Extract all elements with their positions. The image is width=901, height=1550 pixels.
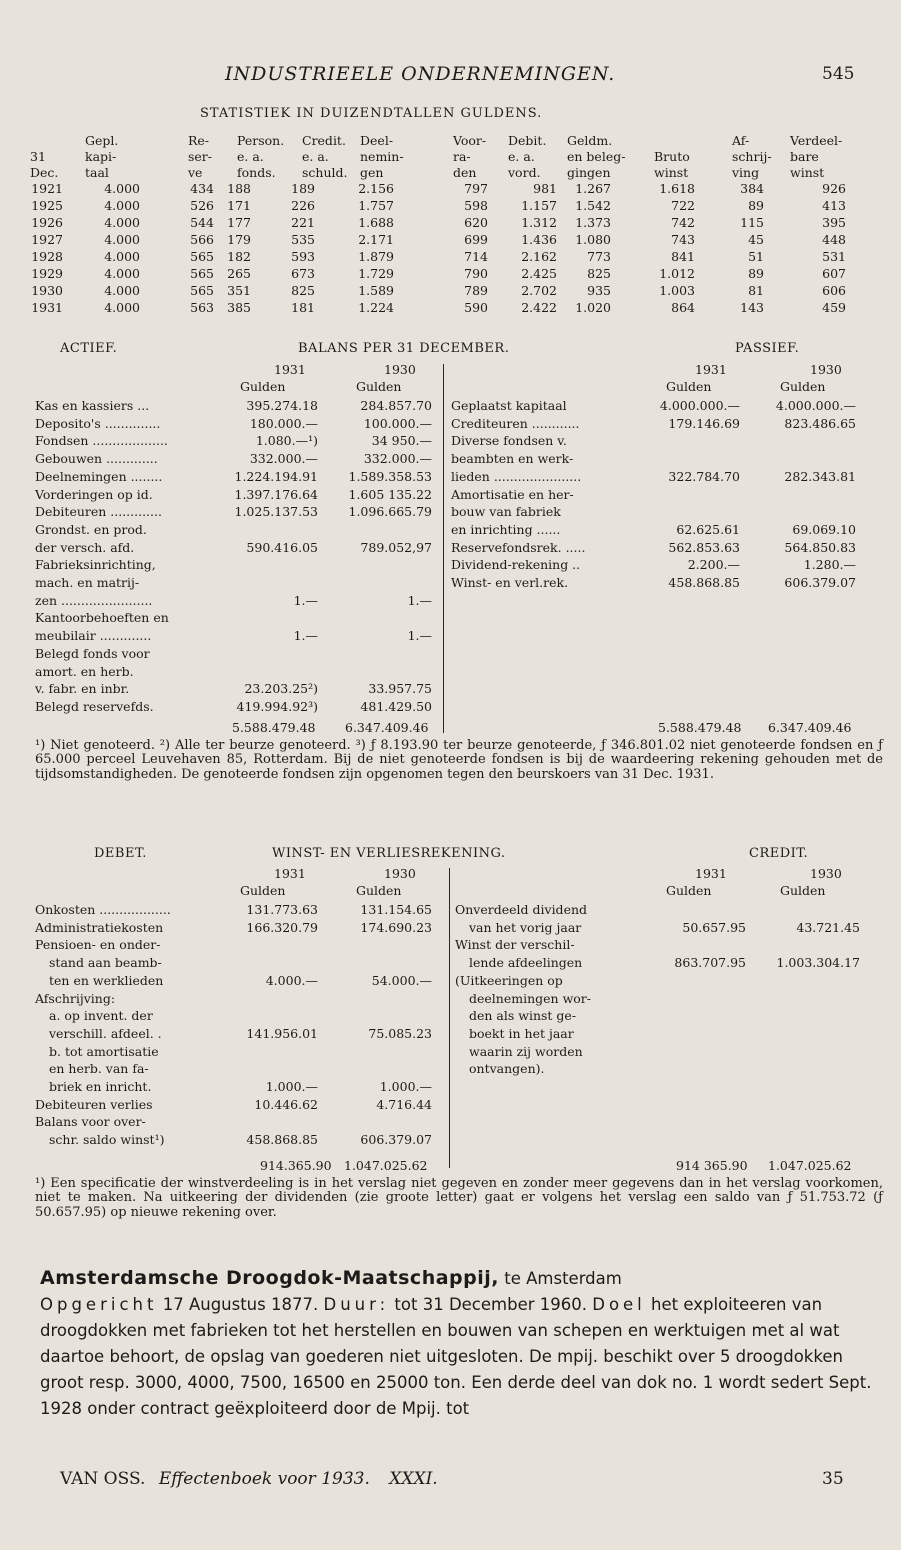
stat-cell: 1925 — [31, 198, 63, 213]
balans-year-1931-right: 1931 — [695, 362, 727, 377]
stat-cell: 1928 — [31, 249, 63, 264]
balans-passief-1930: 564.850.83 — [784, 539, 856, 555]
balans-currency-1931-right: Gulden — [666, 379, 712, 394]
stat-cell: 45 — [748, 232, 764, 247]
stat-cell: 143 — [740, 300, 764, 315]
stat-header-6-2: den — [453, 165, 477, 180]
stat-cell: 221 — [291, 215, 315, 230]
stat-cell: 563 — [190, 300, 214, 315]
winst-debet-1931: 1.000.— — [265, 1079, 318, 1094]
stat-header-4-1: e. a. — [302, 149, 329, 164]
stat-cell: 89 — [748, 266, 764, 281]
balans-passief-label: Diverse fondsen v. — [451, 433, 567, 449]
stat-cell: 620 — [464, 215, 488, 230]
stat-cell: 1929 — [31, 266, 63, 281]
stat-cell: 825 — [587, 266, 611, 281]
winst-debet-1930: 75.085.23 — [368, 1025, 432, 1041]
stat-cell: 607 — [822, 266, 846, 281]
stat-cell: 448 — [822, 232, 846, 247]
winst-debet-1931: 131.773.63 — [246, 902, 318, 917]
winst-debet-1931: 141.956.01 — [246, 1025, 318, 1041]
balans-actief-label: Deelnemingen ........ — [35, 468, 163, 484]
stat-cell: 1.312 — [521, 215, 557, 230]
balans-passief-1930: 69.069.10 — [792, 521, 856, 537]
stat-cell: 1.373 — [575, 215, 611, 230]
balans-passief-label: Geplaatst kapitaal — [451, 398, 567, 413]
stat-cell: 1926 — [31, 215, 63, 230]
stat-cell: 2.156 — [358, 181, 394, 196]
stat-header-10-2: ving — [732, 165, 760, 180]
balans-actief-label: meubilair ............. — [35, 628, 152, 644]
stat-cell: 797 — [464, 181, 488, 196]
balans-actief-1931: 395.274.18 — [246, 398, 318, 413]
balans-actief-label: Debiteuren ............. — [35, 504, 162, 520]
stat-cell: 1.618 — [659, 181, 695, 196]
winst-debet-1931: 10.446.62 — [254, 1096, 318, 1112]
duur-label: Duur: — [323, 1295, 390, 1314]
stat-cell: 1.436 — [521, 232, 557, 247]
stat-cell: 385 — [227, 300, 251, 315]
balans-passief-1931: 4.000.000.— — [659, 398, 740, 413]
stat-cell: 4.000 — [104, 198, 140, 213]
balans-passief-label: beambten en werk- — [451, 451, 574, 467]
balans-passief-title: PASSIEF. — [735, 341, 800, 356]
balans-actief-1930: 1.589.358.53 — [348, 468, 432, 484]
stat-header-3-2: fonds. — [237, 165, 276, 180]
stat-cell: 188 — [227, 181, 251, 196]
stat-cell: 1927 — [31, 232, 63, 247]
balans-actief-label: Deposito's .............. — [35, 415, 161, 431]
stat-cell: 566 — [190, 232, 214, 247]
balans-passief-1931: 179.146.69 — [668, 415, 740, 431]
balans-actief-label: Gebouwen ............. — [35, 451, 158, 467]
balans-year-1930-right: 1930 — [810, 362, 842, 377]
balans-passief-label: Amortisatie en her- — [451, 486, 574, 502]
stat-cell: 4.000 — [104, 300, 140, 315]
balans-total-1930-left: 6.347.409.46 — [345, 720, 429, 735]
winst-currency-1930-left: Gulden — [356, 883, 402, 898]
winst-debet-1930: 174.690.23 — [360, 919, 432, 935]
stat-header-8-2: gingen — [567, 165, 611, 180]
stat-cell: 182 — [227, 249, 251, 264]
stat-cell: 395 — [822, 215, 846, 230]
stat-header-5-2: gen — [360, 165, 384, 180]
balans-actief-label: der versch. afd. — [35, 539, 135, 555]
balans-passief-label: Reservefondsrek. ..... — [451, 539, 586, 555]
stat-cell: 4.000 — [104, 215, 140, 230]
stat-cell: 981 — [533, 181, 557, 196]
winst-total-1930-right: 1.047.025.62 — [768, 1158, 852, 1173]
balans-actief-label: Fondsen ................... — [35, 433, 168, 449]
stat-cell: 825 — [291, 283, 315, 298]
balans-actief-1931: 1.025.137.53 — [234, 504, 318, 520]
stat-cell: 531 — [822, 249, 846, 264]
balans-passief-label: Winst- en verl.rek. — [451, 575, 569, 590]
balans-passief-label: en inrichting ...... — [451, 521, 561, 537]
stat-header-1-1: kapi- — [85, 149, 117, 164]
balans-actief-1931: 419.994.92³) — [236, 698, 318, 714]
stat-header-2-1: ser- — [188, 149, 213, 164]
stat-cell: 351 — [227, 283, 251, 298]
stat-cell: 1.224 — [358, 300, 394, 315]
balans-passief-label: Crediteuren ............ — [451, 415, 580, 431]
stat-header-5-1: nemin- — [360, 149, 404, 164]
balans-actief-1931: 23.203.25²) — [244, 681, 318, 697]
stat-header-11-0: Verdeel- — [790, 133, 843, 148]
stat-cell: 790 — [464, 266, 488, 281]
duur-value: tot 31 December 1960. — [394, 1295, 587, 1314]
stat-cell: 535 — [291, 232, 315, 247]
stat-header-4-2: schuld. — [302, 165, 348, 180]
stat-cell: 89 — [748, 198, 764, 213]
winst-year-1931-left: 1931 — [274, 866, 306, 881]
stat-cell: 773 — [587, 249, 611, 264]
balans-passief-label: Dividend-rekening .. — [451, 557, 581, 573]
stat-cell: 1.542 — [575, 198, 611, 213]
stat-cell: 181 — [291, 300, 315, 315]
stat-header-11-2: winst — [790, 165, 825, 180]
winst-credit-label: Winst der verschil- — [455, 937, 575, 953]
balans-divider — [443, 364, 444, 733]
balans-actief-label: Belegd fonds voor — [35, 645, 150, 661]
balans-passief-1931: 458.868.85 — [668, 575, 740, 590]
stat-header-3-1: e. a. — [237, 149, 264, 164]
footer-title: Effectenboek voor 1933. — [158, 1469, 370, 1489]
balans-actief-1930: 332.000.— — [363, 451, 432, 467]
stat-cell: 722 — [671, 198, 695, 213]
stat-cell: 544 — [190, 215, 214, 230]
balans-actief-1931: 1.— — [293, 592, 318, 608]
balans-actief-1930: 1.096.665.79 — [348, 504, 432, 520]
winst-debet-label: Administratiekosten — [35, 919, 164, 935]
winst-credit-label: deelnemingen wor- — [469, 990, 591, 1006]
opgericht-label: Opgericht — [40, 1295, 158, 1314]
winst-credit-label: ontvangen). — [469, 1061, 545, 1077]
balans-actief-1930: 481.429.50 — [360, 698, 432, 714]
stat-header-8-1: en beleg- — [567, 149, 626, 164]
stat-cell: 4.000 — [104, 283, 140, 298]
balans-passief-1930: 1.280.— — [803, 557, 856, 573]
stat-cell: 1.589 — [358, 283, 394, 298]
balans-passief-1930: 606.379.07 — [784, 575, 856, 590]
winst-credit-1931: 50.657.95 — [682, 919, 746, 935]
stat-cell: 179 — [227, 232, 251, 247]
stat-header-1-0: Gepl. — [85, 133, 119, 148]
winst-debet-label: a. op invent. der — [49, 1008, 153, 1024]
balans-actief-1930: 1.605 135.22 — [348, 486, 432, 502]
opgericht-value: 17 Augustus 1877. — [162, 1295, 319, 1314]
balans-currency-1931-left: Gulden — [240, 379, 286, 394]
balans-passief-label: lieden ...................... — [451, 468, 582, 484]
winst-credit-label: waarin zij worden — [469, 1043, 583, 1059]
winst-currency-1930-right: Gulden — [780, 883, 826, 898]
winst-debet-label: ten en werklieden — [49, 972, 164, 988]
stat-header-9-0: Bruto — [654, 149, 690, 164]
balans-actief-1930: 789.052,97 — [360, 539, 432, 555]
winst-divider — [449, 868, 450, 1168]
stat-cell: 4.000 — [104, 232, 140, 247]
stat-cell: 177 — [227, 215, 251, 230]
winst-debet-label: Debiteuren verlies — [35, 1096, 153, 1112]
company-entry — [40, 1265, 880, 1422]
company-location: te Amsterdam — [504, 1269, 622, 1288]
winst-total-1930-left: 1.047.025.62 — [344, 1158, 428, 1173]
stat-cell: 743 — [671, 232, 695, 247]
stat-header-2-2: ve — [188, 165, 203, 180]
stat-cell: 226 — [291, 198, 315, 213]
winst-credit-label: van het vorig jaar — [469, 919, 582, 935]
stat-cell: 4.000 — [104, 181, 140, 196]
balans-actief-1930: 284.857.70 — [360, 398, 432, 413]
balans-passief-1930: 282.343.81 — [784, 468, 856, 484]
winst-currency-1931-right: Gulden — [666, 883, 712, 898]
company-name: Amsterdamsche Droogdok-Maatschappij, — [40, 1267, 499, 1289]
stat-cell: 565 — [190, 283, 214, 298]
stat-cell: 714 — [464, 249, 488, 264]
stat-cell: 1.020 — [575, 300, 611, 315]
stat-header-3-0: Person. — [237, 133, 285, 148]
winst-credit-label: lende afdeelingen — [469, 955, 583, 971]
stat-cell: 1931 — [31, 300, 63, 315]
winst-credit-title: CREDIT. — [749, 846, 809, 861]
balans-actief-label: Vorderingen op id. — [35, 486, 153, 502]
balans-actief-1930: 1.— — [407, 592, 432, 608]
winst-total-1931-left: 914.365.90 — [260, 1158, 332, 1173]
stat-cell: 2.162 — [521, 249, 557, 264]
stat-header-8-0: Geldm. — [567, 133, 613, 148]
stat-cell: 864 — [671, 300, 695, 315]
stat-cell: 413 — [822, 198, 846, 213]
balans-actief-1931: 1.224.194.91 — [234, 468, 318, 484]
winst-debet-title: DEBET. — [94, 846, 147, 861]
winst-credit-label: Onverdeeld dividend — [455, 902, 588, 917]
page-number: 545 — [822, 64, 855, 84]
running-header: INDUSTRIEELE ONDERNEMINGEN. — [225, 63, 616, 85]
stat-cell: 1.757 — [358, 198, 394, 213]
balans-actief-label: v. fabr. en inbr. — [35, 681, 130, 697]
balans-actief-1931: 332.000.— — [249, 451, 318, 467]
balans-actief-label: mach. en matrij- — [35, 575, 140, 590]
stat-cell: 2.425 — [521, 266, 557, 281]
stat-cell: 526 — [190, 198, 214, 213]
stat-cell: 1.012 — [659, 266, 695, 281]
stat-cell: 673 — [291, 266, 315, 281]
winst-currency-1931-left: Gulden — [240, 883, 286, 898]
stat-header-0-1: Dec. — [30, 165, 59, 180]
stat-cell: 1.080 — [575, 232, 611, 247]
balans-actief-label: amort. en herb. — [35, 663, 134, 679]
stat-header-7-0: Debit. — [508, 133, 547, 148]
balans-passief-1931: 562.853.63 — [668, 539, 740, 555]
stat-cell: 565 — [190, 249, 214, 264]
stat-cell: 742 — [671, 215, 695, 230]
winst-title: WINST- EN VERLIESREKENING. — [272, 846, 506, 861]
balans-actief-1930: 34 950.— — [371, 433, 432, 449]
doel-label: Doel — [592, 1295, 646, 1314]
balans-actief-1931: 590.416.05 — [246, 539, 318, 555]
balans-passief-1931: 322.784.70 — [668, 468, 740, 484]
winst-debet-label: schr. saldo winst¹) — [49, 1132, 165, 1148]
winst-debet-label: b. tot amortisatie — [49, 1043, 159, 1059]
winst-credit-1930: 43.721.45 — [796, 919, 860, 935]
stat-cell: 2.422 — [521, 300, 557, 315]
winst-year-1930-right: 1930 — [810, 866, 842, 881]
stat-cell: 4.000 — [104, 266, 140, 281]
balans-title: BALANS PER 31 DECEMBER. — [298, 341, 510, 356]
stat-cell: 2.702 — [521, 283, 557, 298]
stat-cell: 189 — [291, 181, 315, 196]
winst-footnote: ¹) Een specificatie der winstverdeeling is in het verslag niet gegeven en zonder meer gegevens dan in het verslag voorkomen, niet te maken. Na uitkeering der dividenden (zie groote letter) gaat er volgens het verslag een saldo van ƒ 51.753.72 (ƒ 50.657.95) op nieuwe rekening over. — [35, 1176, 883, 1220]
winst-debet-label: briek en inricht. — [49, 1079, 152, 1094]
stat-cell: 171 — [227, 198, 251, 213]
winst-debet-label: verschill. afdeel. . — [49, 1025, 162, 1041]
stat-cell: 1.267 — [575, 181, 611, 196]
stat-cell: 434 — [190, 181, 214, 196]
stat-header-6-0: Voor- — [453, 133, 487, 148]
winst-credit-label: den als winst ge- — [469, 1008, 577, 1024]
stat-cell: 593 — [291, 249, 315, 264]
balans-actief-1931: 1.080.—¹) — [255, 433, 318, 449]
footer — [60, 1469, 438, 1489]
balans-total-1930-right: 6.347.409.46 — [768, 720, 852, 735]
stat-header-5-0: Deel- — [360, 133, 394, 148]
footer-publisher: VAN OSS. — [60, 1469, 146, 1489]
balans-actief-1931: 180.000.— — [249, 415, 318, 431]
balans-passief-1930: 823.486.65 — [784, 415, 856, 431]
winst-credit-label: boekt in het jaar — [469, 1025, 574, 1041]
stat-cell: 1.157 — [521, 198, 557, 213]
stat-cell: 699 — [464, 232, 488, 247]
winst-year-1930-left: 1930 — [384, 866, 416, 881]
winst-debet-1930: 1.000.— — [379, 1079, 432, 1094]
stat-header-6-1: ra- — [453, 149, 471, 164]
stat-cell: 598 — [464, 198, 488, 213]
balans-actief-1930: 33.957.75 — [368, 681, 432, 697]
stat-cell: 265 — [227, 266, 251, 281]
balans-total-1931-left: 5.588.479.48 — [232, 720, 316, 735]
balans-actief-label: Fabrieksinrichting, — [35, 557, 156, 573]
stat-cell: 2.171 — [358, 232, 394, 247]
stat-header-7-2: vord. — [508, 165, 541, 180]
balans-actief-label: Grondst. en prod. — [35, 521, 147, 537]
stat-cell: 841 — [671, 249, 695, 264]
stat-cell: 81 — [748, 283, 764, 298]
winst-debet-label: Pensioen- en onder- — [35, 937, 161, 953]
balans-actief-label: Kantoorbehoeften en — [35, 610, 169, 626]
winst-year-1931-right: 1931 — [695, 866, 727, 881]
balans-passief-1931: 2.200.— — [687, 557, 740, 573]
balans-year-1930-left: 1930 — [384, 362, 416, 377]
stat-header-1-2: taal — [85, 165, 109, 180]
stat-cell: 935 — [587, 283, 611, 298]
balans-passief-label: bouw van fabriek — [451, 504, 561, 520]
stat-header-0-0: 31 — [30, 149, 46, 164]
stat-cell: 565 — [190, 266, 214, 281]
stat-header-7-1: e. a. — [508, 149, 535, 164]
balans-actief-label: zen ....................... — [35, 592, 153, 608]
balans-footnote: ¹) Niet genoteerd. ²) Alle ter beurze genoteerd. ³) ƒ 8.193.90 ter beurze genoteerde, ƒ 346.801.02 niet genoteerde fondsen en ƒ 65.000 perceel Leuvehaven 85, Rotterdam. Bij de niet genoteerde fondsen is bij de waardeering rekening gehouden met de tijdsomstandigheden. De genoteerde fondsen zijn opgenomen tegen den beurskoers van 31 Dec. 1931. — [35, 738, 883, 782]
stat-cell: 1.879 — [358, 249, 394, 264]
balans-actief-label: Kas en kassiers ... — [35, 398, 150, 413]
winst-debet-1931: 4.000.— — [265, 972, 318, 988]
balans-actief-title: ACTIEF. — [60, 341, 118, 356]
footer-page: 35 — [822, 1469, 844, 1489]
stat-cell: 51 — [748, 249, 764, 264]
stat-header-2-0: Re- — [188, 133, 210, 148]
stat-cell: 384 — [740, 181, 764, 196]
stat-cell: 789 — [464, 283, 488, 298]
winst-debet-label: Balans voor over- — [35, 1114, 146, 1130]
balans-year-1931-left: 1931 — [274, 362, 306, 377]
stat-cell: 459 — [822, 300, 846, 315]
stat-cell: 1.003 — [659, 283, 695, 298]
winst-credit-1930: 1.003.304.17 — [776, 955, 860, 971]
balans-total-1931-right: 5.588.479.48 — [658, 720, 742, 735]
balans-actief-label: Belegd reservefds. — [35, 698, 154, 714]
stat-header-10-1: schrij- — [732, 149, 772, 164]
winst-debet-1930: 606.379.07 — [360, 1132, 432, 1148]
footer-volume: XXXI. — [389, 1469, 438, 1489]
balans-actief-1930: 1.— — [407, 628, 432, 644]
company-text: het exploiteeren van droogdokken met fabrieken tot het herstellen en bouwen van schepen en werktuigen met al wat daartoe behoort, de opslag van goederen niet uitgesloten. De mpij. beschikt over 5 droogdokken groot resp. 3000, 4000, 7500, 16500 en 25000 ton. Een derde deel van dok no. 1 wordt sedert Sept. 1928 onder contract geëxploiteerd door de Mpij. tot — [40, 1295, 872, 1418]
stat-header-9-1: winst — [654, 165, 689, 180]
stat-header-11-1: bare — [790, 149, 819, 164]
balans-actief-1931: 1.— — [293, 628, 318, 644]
statistiek-title: STATISTIEK IN DUIZENDTALLEN GULDENS. — [200, 106, 543, 121]
stat-cell: 1930 — [31, 283, 63, 298]
balans-currency-1930-left: Gulden — [356, 379, 402, 394]
stat-cell: 4.000 — [104, 249, 140, 264]
stat-cell: 606 — [822, 283, 846, 298]
winst-debet-1930: 131.154.65 — [360, 902, 432, 917]
stat-cell: 1.688 — [358, 215, 394, 230]
winst-debet-1930: 54.000.— — [371, 972, 432, 988]
stat-header-4-0: Credit. — [302, 133, 346, 148]
winst-debet-label: Onkosten .................. — [35, 902, 171, 917]
balans-passief-1931: 62.625.61 — [676, 521, 740, 537]
stat-header-10-0: Af- — [732, 133, 750, 148]
winst-credit-1931: 863.707.95 — [674, 955, 746, 971]
winst-debet-1930: 4.716.44 — [376, 1096, 432, 1112]
stat-cell: 1921 — [31, 181, 63, 196]
stat-cell: 115 — [740, 215, 764, 230]
stat-cell: 590 — [464, 300, 488, 315]
balans-actief-1931: 1.397.176.64 — [234, 486, 318, 502]
winst-debet-1931: 166.320.79 — [246, 919, 318, 935]
winst-total-1931-right: 914 365.90 — [676, 1158, 748, 1173]
winst-debet-label: en herb. van fa- — [49, 1061, 149, 1077]
balans-passief-1930: 4.000.000.— — [775, 398, 856, 413]
winst-debet-1931: 458.868.85 — [246, 1132, 318, 1148]
winst-credit-label: (Uitkeeringen op — [455, 972, 563, 988]
stat-cell: 1.729 — [358, 266, 394, 281]
stat-cell: 926 — [822, 181, 846, 196]
winst-debet-label: Afschrijving: — [35, 990, 116, 1006]
balans-actief-1930: 100.000.— — [363, 415, 432, 431]
balans-currency-1930-right: Gulden — [780, 379, 826, 394]
winst-debet-label: stand aan beamb- — [49, 955, 162, 971]
